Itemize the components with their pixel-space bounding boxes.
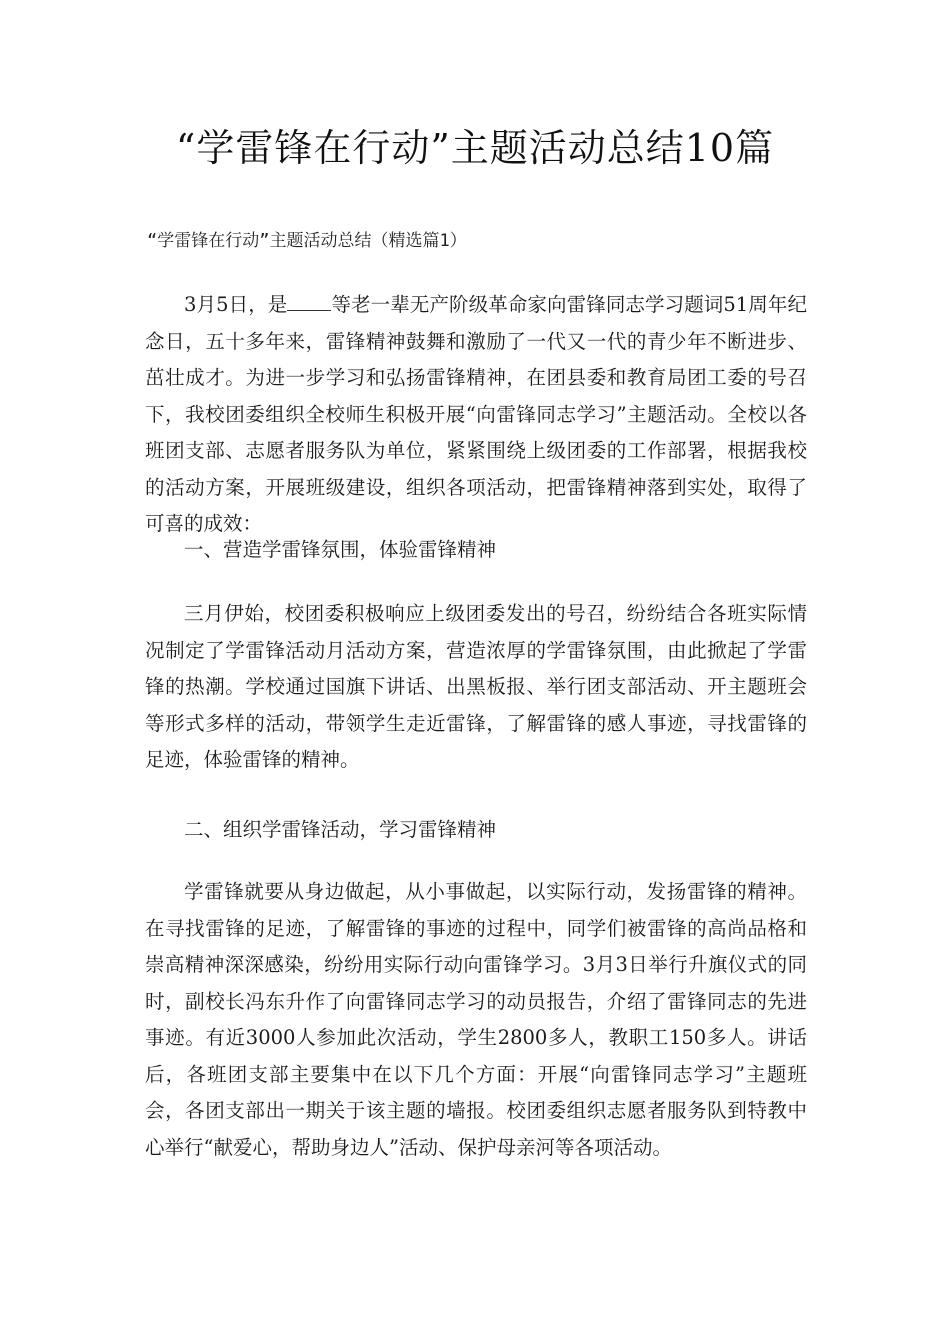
paragraph-atmosphere: 三月伊始，校团委积极响应上级团委发出的号召，纷纷结合各班实际情况制定了学雷锋活动月活动方案，营造浓厚的学雷锋氛围，由此掀起了学雷锋的热潮。学校通过国旗下讲话、出黑板报、举行团支部活动、开主题班会等形式多样的活动，带领学生走近雷锋，了解雷锋的感人事迹，寻找雷锋的足迹，体验雷锋的精神。 [145, 602, 807, 771]
blank-underline [287, 292, 331, 311]
paragraph-activities: 学雷锋就要从身边做起，从小事做起，以实际行动，发扬雷锋的精神。在寻找雷锋的足迹，了解雷锋的事迹的过程中，同学们被雷锋的高尚品格和崇高精神深深感染，纷纷用实际行动向雷锋学习。3月3日举行升旗仪式的同时，副校长冯东升作了向雷锋同志学习的动员报告，介绍了雷锋同志的先进事迹。有近3000人参加此次活动，学生2800多人，教职工150多人。讲话后，各班团支部主要集中在以下几个方面：开展“向雷锋同志学习”主题班会，各团支部出一期关于该主题的墙报。校团委组织志愿者服务队到特教中心举行“献爱心，帮助身边人”活动、保护母亲河等各项活动。 [145, 880, 807, 1159]
heading-one: 一、营造学雷锋氛围，体验雷锋精神 [184, 538, 497, 561]
paragraph-intro-rest: 等老一辈无产阶级革命家向雷锋同志学习题词51周年纪念日，五十多年来，雷锋精神鼓舞和激励了一代又一代的青少年不断进步、茁壮成才。为进一步学习和弘扬雷锋精神，在团县委和教育局团工委的号召下，我校团委组织全校师生积极开展“向雷锋同志学习”主题活动。全校以各班团支部、志愿者服务队为单位，紧紧围绕上级团委的工作部署，根据我校的活动方案，开展班级建设，组织各项活动，把雷锋精神落到实处，取得了可喜的成效： [145, 293, 807, 535]
heading-two: 二、组织学雷锋活动，学习雷锋精神 [184, 818, 497, 841]
document-title: “学雷锋在行动”主题活动总结10篇 [175, 126, 775, 170]
paragraph-intro-start: 3月5日，是 [184, 293, 288, 316]
section-subtitle: “学雷锋在行动”主题活动总结（精选篇1） [147, 231, 467, 251]
paragraph-intro [145, 287, 807, 543]
